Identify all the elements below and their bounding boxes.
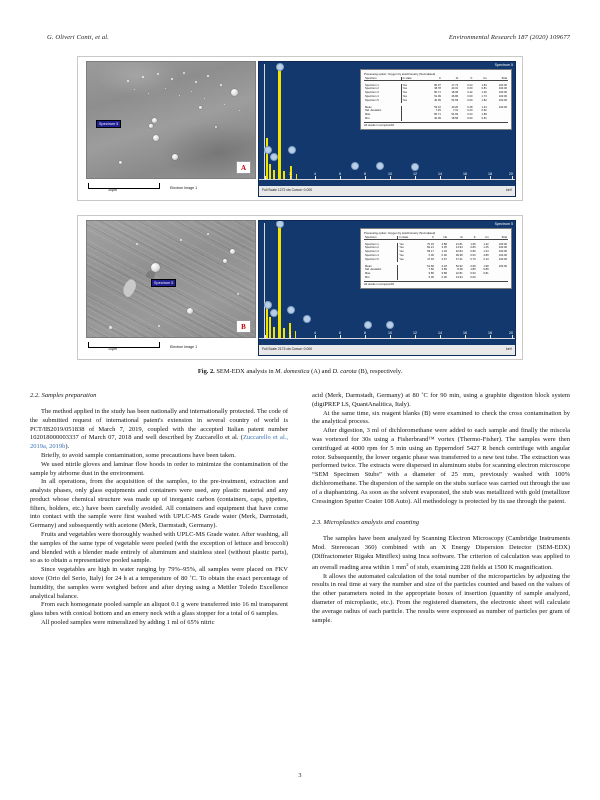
paragraph-tail: of stub, examining 228 fields at 1500 K magnification. [408,563,553,571]
table-row: Spectrum 1 Yes 70.33 4.88 21.81 1.66 1.32 100.00 [365,242,507,246]
paragraph: acid (Merk, Darmstadt, Germany) at 80 ˚C for 90 min, using a graphite digestion block system (digiPREP LS, QuantAnalitica, Italy). [312,392,570,408]
paragraph: All pooled samples were mineralized by adding 1 ml of 65% nitric [41,619,215,627]
sem-image-b [86,220,256,338]
figure-panel-b [77,215,523,360]
edx-xtick-b-3: 8 [364,331,366,335]
paragraph [312,535,570,572]
edx-results-table-b [360,228,512,289]
th-na: Na [435,236,448,240]
section-heading-2-3: 2.3. Microplastics analysis and counting [312,519,420,527]
caption-part-3: (B), respectively. [356,368,403,375]
paragraph: From each homogenate pooled sample an aliquot 0.1 g were transferred into 16 ml transparent glass tubes with conical bottom and an emery neck with a glass stopper for a total of 6 samples. [30,601,288,618]
running-head-authors: G. Oliveri Conti, et al. [47,34,109,41]
table-row: Spectrum 2 Yes 82.21 3.35 13.94 0.80 1.45 100.00 [365,246,507,250]
table-row: Spectrum 2 Yes 38.78 40.31 0.00 0.81 100.00 [365,87,507,91]
edx-fullscale-a: Full Scale 1272 cts Cursor: 0.000 [262,188,313,192]
sem-footer-a [86,181,256,195]
paragraph-tail: ). [65,443,70,451]
table-row: Spectrum 5 Yes 47.18 2.67 47.31 0.79 2.13 100.00 [365,258,507,262]
sem-micrograph-a [86,61,256,197]
table-row: Spectrum 5 Yes 40.09 54.69 0.00 1.82 100.00 [365,99,507,103]
th-al: Al [442,77,459,81]
paragraph: Briefly, to avoid sample contamination, some precautions have been taken. [41,451,236,459]
paragraph: After digestion, 3 ml of dichloromethane were added to each sample and finally the miscela was vortexed for 30s using a Fisherbrand™ vortex (Thermo-Fisher). The samples were then centrifuged at 4000 rpm for 5 min using an Epperndorf 5427 R bench centrifuge with angular rotor. Subsequently, the lower organic phase was transferred to a new test tube. The extraction was performed twice. The extracts were dispersed in aluminum stubs for scanning electron microscope “SEM Specimen Stubs” with a diameter of 25 mm, previously washed with 100% dichloromethane. The dispersion of the sample on the stubs surface was carried out through the use of a diaphanizing. As soon as the solvent evaporated, the stub was metallized with gold (metallizer Cressington Sputter Coater 108 Auto). All methodology is protected by its use through the patent. [312,427,571,505]
table-row: Spectrum 3 Yes 80.71 18.08 0.42 1.30 100.00 [365,91,507,95]
paragraph-text: The samples have been analyzed by Scanning Electron Microscopy (Cambridge Instruments Mod. Stereoscan 360) combined with an X Energy Dispersion Detector (SEM-EDX) (Diffractometer Rigaku Miniflex) using Inca software. The criterion of calculation was applied to an overall reading area within 1 mm [312,535,570,571]
caption-species-2: D. carota [332,368,357,375]
th-cu: Cu [473,77,487,81]
body-column-right [312,392,570,625]
table-row: Mean 51.68 2.18 52.92 0.69 1.98 100.00 [365,264,507,268]
paragraph-text: The method applied in the study has been nationally and internationally protected. The code of the submitted request of international patent's extension in several country of world is PCT/IB2019/051838 of March 7, 2019, coupled with the accepted Italian patent number 102018000003337 of March 07, 2018 and well described by Zuccarello et al. ( [30,407,288,442]
table-row: Spectrum 3 Yes 59.17 1.03 40.84 0.80 1.34 100.00 [365,250,507,254]
edx-spectrum-header-a: Spectrum 5 [494,63,513,67]
sem-footer-b [86,340,256,354]
section-heading-2-2: 2.2. Samples preparation [30,392,97,399]
table-row: Min. 0.00 0.00 13.94 0.00 [365,276,476,280]
edx-table-caption-a: Processing option: Oxygen by stoichiometry (Normalised) [364,72,436,76]
edx-kev-label-a: keV [506,188,512,192]
edx-xtick-a-6: 14 [438,172,442,176]
page-number: 3 [298,772,302,779]
edx-xtick-b-8: 18 [488,331,492,335]
edx-xtick-b-1: 4 [314,331,316,335]
edx-xtick-a-9: 20 [509,172,513,176]
scale-bar-b [88,342,160,348]
th-al: Al [448,236,464,240]
scale-bar-label-b: 10μm [108,347,118,351]
th-total: Total [488,77,508,81]
body-column-left [30,392,288,628]
edx-xtick-a-3: 8 [364,172,366,176]
table-row: Std. deviation 7.45 7.31 0.23 0.52 [365,109,487,113]
sem-micrograph-b [86,220,256,356]
running-head [0,34,600,48]
electron-image-label-b: Electron Image 1 [170,345,198,349]
edx-table-footnote-a: All results in compound% [364,122,508,127]
edx-xtick-a-4: 10 [388,172,392,176]
th-cu: Cu [477,236,490,240]
edx-xtick-b-9: 20 [509,331,513,335]
edx-y-axis-b [264,223,265,339]
figure-panel-a [77,56,523,201]
caption-part-1: SEM-EDX analysis in [214,368,276,375]
scale-bar-label-a: 30μm [108,188,118,192]
th-spectrum: Spectrum [364,77,401,81]
th-k: K [459,77,473,81]
paragraph [30,408,288,452]
spectrum-tag-a: Spectrum 5 [96,120,121,128]
edx-x-axis-b [259,338,515,339]
edx-footer-b [259,345,515,355]
paragraph: Fruits and vegetables were thoroughly washed with UPLC-MS Grade water. After washing, all the samples of the same type of vegetable were peeled (with the exception of lettuce and broccoli) and blended with a blender made entirely of aluminum and stainless steel (without plastic parts), so as to obtain a representative pooled sample. [30,531,288,565]
edx-fullscale-b: Full Scale 2173 cts Cursor: 0.000 [262,347,313,351]
table-row: Spectrum 4 Yes 0.00 0.00 99.38 0.00 4.89 100.00 [365,254,507,258]
edx-footer-a [259,186,515,196]
paragraph: It allows the automated calculation of the total number of the microparticles by adjusting the results in real time at vary the number and size of the particles counted and based on the values of the other parameters noted in the appropriate boxes of insertion (quantity of sample analyzed, diameter of microplastic, etc.). From the registered diameters, the electronic sheet will calculate the average radius of each particle. The results were expressed as number of particles per gram of sample. [312,572,570,624]
running-head-journal: Environmental Research 187 (2020) 109677 [448,34,570,41]
th-c: C [419,236,435,240]
edx-xtick-a-0: 2 [289,172,291,176]
table-row: Min. 40.09 18.58 0.00 0.81 [365,117,487,121]
edx-xtick-b-6: 14 [438,331,442,335]
scale-bar-a [88,183,160,189]
edx-xtick-a-2: 6 [339,172,341,176]
th-instats: In stats. [401,77,425,81]
caption-part-2: (A) and [309,368,333,375]
edx-plot-b [259,221,515,339]
figure-2 [77,56,523,360]
edx-xtick-a-7: 16 [463,172,467,176]
panel-letter-a: A [236,161,251,174]
th-c: C [425,77,442,81]
paragraph: We used nitrile gloves and laminar flow hoods in order to minimize the contamination of the sample by airborne dust in the environment. [30,460,288,477]
spectrum-tag-b: Spectrum 5 [151,279,176,287]
edx-y-axis-a [264,64,265,180]
panel-letter-b: B [236,320,251,333]
edx-xtick-b-0: 2 [289,331,291,335]
edx-xtick-b-4: 10 [388,331,392,335]
th-k: K [464,236,477,240]
edx-xtick-b-5: 12 [413,331,417,335]
edx-table-b [364,236,508,280]
edx-spectrum-a [258,61,516,197]
edx-spectrum-header-b: Spectrum 5 [494,222,513,226]
table-row: Spectrum 1 Yes 80.07 17.73 0.24 1.84 100.00 [365,83,507,87]
caption-label: Fig. 2. [197,368,215,375]
edx-xtick-b-2: 6 [339,331,341,335]
th-total: Total [490,236,508,240]
table-row: Spectrum 4 Yes 51.09 46.86 0.00 1.73 100.00 [365,95,507,99]
paragraph: In all operations, from the acquisition of the samples, to the pre-treatment, extraction and analysis phases, only glass equipments and containers were used, any plastic material and any product whose chemical structure was made up of inorganic carbon (containers, caps, pipettes, filters, holders, etc.) have been carefully avoided. All containers and equipment that have come into contact with the sample were first washed with UPLC-MS Grade water (Merk, Darmstadt, Germany) and subsequently with acetone (Merk, Darmstadt, Germany). [30,478,288,530]
citation-link-zuccarello[interactable]: Zuccarello et al., 2019a, 2019b [30,434,288,451]
superscript-squared: 2 [406,561,409,567]
th-instats: In stats. [398,236,419,240]
edx-plot-a [259,62,515,180]
caption-species-1: M. domestica [275,368,310,375]
paragraph: Since vegetables are high in water ranging by 79%–95%, all samples were placed on FKV stove (Orio del Serio, Italy) for 24 h at a temperature of 80 ˚C. To obtain the exact percentage of humidity, the samples were weighed before and after drying using a Mettler Toledo Excellence analytical balance. [30,566,288,600]
edx-xtick-a-8: 18 [488,172,492,176]
edx-xtick-a-1: 4 [314,172,316,176]
edx-table-footnote-b: All results in compound% [364,281,508,286]
edx-spectrum-b [258,220,516,356]
edx-kev-label-b: keV [506,347,512,351]
edx-xtick-b-7: 16 [463,331,467,335]
table-row: Mean 53.10 40.20 0.28 1.44 100.00 [365,105,507,109]
table-row: Std. deviation 7.66 3.89 8.38 1.80 9.89 [365,268,489,272]
th-spectrum: Spectrum [364,236,398,240]
edx-table-caption-b: Processing option: Oxygen by stoichiometry (Normalised) [364,231,436,235]
sem-image-a [86,61,256,179]
figure-caption [77,368,523,376]
table-row: Max. 80.71 54.69 0.24 1.89 [365,113,487,117]
edx-x-axis-a [259,179,515,180]
edx-xtick-a-5: 12 [413,172,417,176]
edx-table-a [364,77,508,121]
table-row: Max. 9.85 9.88 22.81 0.93 0.81 [365,272,489,276]
electron-image-label-a: Electron Image 1 [170,186,198,190]
paragraph: At the same time, six reagent blanks (B) were examined to check the cross contamination by the analytical process. [312,409,570,426]
edx-results-table-a [360,69,512,130]
